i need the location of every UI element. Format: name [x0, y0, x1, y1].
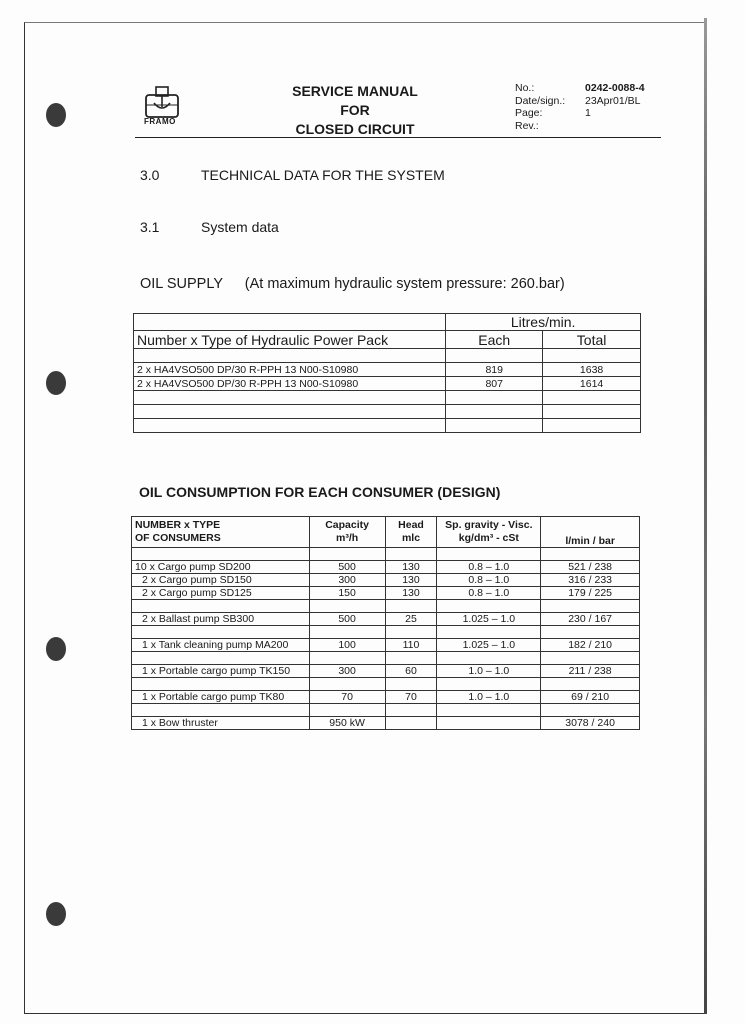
- title-line: FOR: [340, 102, 370, 118]
- table-row: [132, 587, 640, 600]
- cell-type: 2 x Cargo pump SD125: [132, 587, 310, 600]
- cell-capacity: 500: [309, 561, 385, 574]
- table-cell: [134, 349, 446, 363]
- cell-type: 1 x Portable cargo pump TK80: [132, 691, 310, 704]
- column-header-type: [132, 517, 310, 548]
- cell-head: 25: [385, 613, 437, 626]
- meta-value: 1: [585, 107, 591, 119]
- cell-capacity: 70: [309, 691, 385, 704]
- table-row: [132, 561, 640, 574]
- cell-capacity: 950 kW: [309, 717, 385, 730]
- table-row: [132, 613, 640, 626]
- cell-lmin: 182 / 210: [541, 639, 640, 652]
- cell-each: 807: [446, 377, 543, 391]
- cell-gravity: 1.0 – 1.0: [437, 691, 541, 704]
- table-row: [132, 574, 640, 587]
- table-cell: [134, 314, 446, 331]
- meta-key: No.:: [515, 82, 535, 94]
- column-header-total: Total: [543, 331, 641, 349]
- column-header-type: Number x Type of Hydraulic Power Pack: [134, 331, 446, 349]
- header-divider: [135, 137, 661, 138]
- cell-lmin: 211 / 238: [541, 665, 640, 678]
- header-line: m³/h: [335, 532, 359, 544]
- table-cell: [543, 391, 641, 405]
- punch-hole: [46, 371, 66, 395]
- table-row: [132, 691, 640, 704]
- punch-hole: [46, 637, 66, 661]
- cell-gravity: 1.025 – 1.0: [437, 639, 541, 652]
- cell-lmin: 69 / 210: [541, 691, 640, 704]
- cell-type: 2 x Ballast pump SB300: [132, 613, 310, 626]
- cell-type: 2 x HA4VSO500 DP/30 R-PPH 13 N00-S10980: [134, 377, 446, 391]
- column-header-lmin: l/min / bar: [541, 517, 640, 548]
- cell-lmin: 230 / 167: [541, 613, 640, 626]
- cell-gravity: 1.0 – 1.0: [437, 665, 541, 678]
- table-cell: [446, 419, 543, 433]
- cell-type: 2 x HA4VSO500 DP/30 R-PPH 13 N00-S10980: [134, 363, 446, 377]
- cell-head: 130: [385, 587, 437, 600]
- cell-head: 60: [385, 665, 437, 678]
- page-edge-scan-artifact: [704, 18, 707, 1014]
- cell-head: 130: [385, 574, 437, 587]
- header-line: NUMBER x TYPE: [135, 519, 221, 531]
- oil-supply-table: [133, 313, 641, 433]
- punch-hole: [46, 103, 66, 127]
- logo-text: FRAMO: [144, 117, 176, 126]
- column-group-header: Litres/min.: [446, 314, 641, 331]
- cell-type: 10 x Cargo pump SD200: [132, 561, 310, 574]
- column-header-gravity: [437, 517, 541, 548]
- header-line: Capacity: [325, 519, 369, 531]
- meta-value: 23Apr01/BL: [585, 94, 641, 107]
- cell-lmin: 521 / 238: [541, 561, 640, 574]
- header-line: OF CONSUMERS: [135, 532, 221, 544]
- cell-gravity: [437, 717, 541, 730]
- cell-total: 1614: [543, 377, 641, 391]
- title-line: CLOSED CIRCUIT: [295, 121, 415, 137]
- oil-supply-heading: [140, 276, 565, 292]
- cell-gravity: 0.8 – 1.0: [437, 587, 541, 600]
- meta-value: 0242-0088-4: [585, 82, 645, 94]
- subsection-title: System data: [201, 219, 279, 235]
- table-cell: [446, 405, 543, 419]
- column-header-head: [385, 517, 437, 548]
- cell-type: 2 x Cargo pump SD150: [132, 574, 310, 587]
- column-header-each: Each: [446, 331, 543, 349]
- cell-lmin: 179 / 225: [541, 587, 640, 600]
- table-cell: [446, 391, 543, 405]
- section-number: 3.0: [140, 167, 160, 183]
- cell-capacity: 100: [309, 639, 385, 652]
- cell-total: 1638: [543, 363, 641, 377]
- table-cell: [446, 349, 543, 363]
- cell-gravity: 0.8 – 1.0: [437, 574, 541, 587]
- cell-head: 130: [385, 561, 437, 574]
- header-line: kg/dm³ - cSt: [458, 532, 519, 544]
- oil-supply-label: OIL SUPPLY: [140, 276, 223, 292]
- cell-lmin: 3078 / 240: [541, 717, 640, 730]
- cell-head: 110: [385, 639, 437, 652]
- meta-key: Date/sign.:: [515, 94, 566, 107]
- cell-type: 1 x Portable cargo pump TK150: [132, 665, 310, 678]
- cell-capacity: 150: [309, 587, 385, 600]
- punch-hole: [46, 902, 66, 926]
- header-line: Sp. gravity - Visc.: [445, 519, 533, 531]
- cell-lmin: 316 / 233: [541, 574, 640, 587]
- column-header-capacity: [309, 517, 385, 548]
- table-cell: [543, 349, 641, 363]
- oil-consumption-table: [131, 516, 640, 730]
- table-row: [134, 377, 641, 391]
- cell-capacity: 300: [309, 574, 385, 587]
- header-line: Head: [398, 519, 424, 531]
- cell-gravity: 1.025 – 1.0: [437, 613, 541, 626]
- title-line: SERVICE MANUAL: [292, 83, 418, 99]
- table-cell: [134, 391, 446, 405]
- cell-capacity: 500: [309, 613, 385, 626]
- document-meta: [515, 82, 645, 132]
- table-cell: [543, 405, 641, 419]
- cell-capacity: 300: [309, 665, 385, 678]
- cell-each: 819: [446, 363, 543, 377]
- cell-head: 70: [385, 691, 437, 704]
- header-line: mlc: [401, 532, 421, 544]
- table-row: [132, 639, 640, 652]
- table-cell: [134, 405, 446, 419]
- table-row: [134, 363, 641, 377]
- table-cell: [134, 419, 446, 433]
- cell-head: [385, 717, 437, 730]
- oil-supply-condition: (At maximum hydraulic system pressure: 260.bar): [244, 276, 565, 292]
- meta-key: Rev.:: [515, 119, 539, 132]
- cell-type: 1 x Tank cleaning pump MA200: [132, 639, 310, 652]
- table-cell: [543, 419, 641, 433]
- section-title: TECHNICAL DATA FOR THE SYSTEM: [201, 167, 445, 183]
- table-row: [132, 717, 640, 730]
- table-row: [132, 665, 640, 678]
- meta-key: Page:: [515, 107, 543, 119]
- cell-type: 1 x Bow thruster: [132, 717, 310, 730]
- subsection-number: 3.1: [140, 219, 160, 235]
- document-title: [250, 82, 460, 139]
- cell-gravity: 0.8 – 1.0: [437, 561, 541, 574]
- oil-consumption-heading: OIL CONSUMPTION FOR EACH CONSUMER (DESIGN): [139, 484, 501, 500]
